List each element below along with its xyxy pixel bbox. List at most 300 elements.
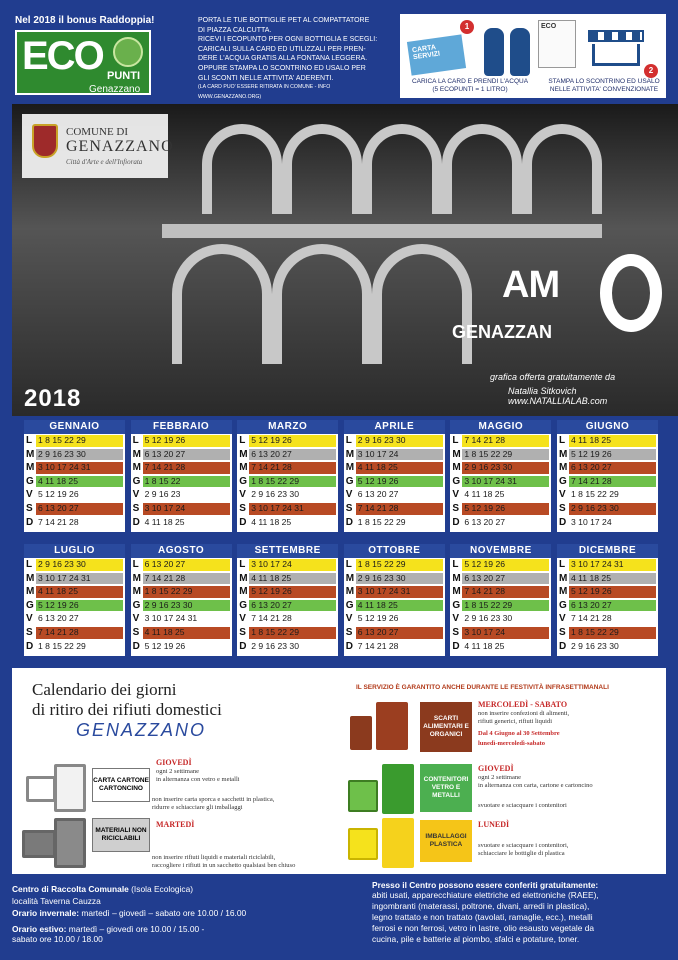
weekday-row bbox=[131, 626, 232, 640]
weekday-row bbox=[450, 434, 551, 448]
collection-note: svuotare e sciacquare i contenitori, bbox=[478, 842, 569, 849]
weekday-row bbox=[557, 640, 658, 654]
weekday-letter: M bbox=[559, 448, 568, 460]
weekday-letter: V bbox=[239, 489, 246, 501]
collection-day: LUNEDÌ bbox=[478, 820, 510, 829]
weekday-letter: M bbox=[452, 586, 461, 598]
month-febbraio bbox=[131, 420, 232, 532]
weekday-row bbox=[131, 558, 232, 572]
collection-note: non inserire rifiuti liquidi e materiali riciclabili, bbox=[152, 854, 276, 861]
weekday-letter: M bbox=[26, 572, 35, 584]
weekday-row bbox=[344, 572, 445, 586]
weekday-letter: M bbox=[345, 448, 355, 460]
weekday-letter: M bbox=[452, 448, 461, 460]
caption-line: STAMPA LO SCONTRINO ED USALO bbox=[548, 78, 660, 85]
weekday-letter: M bbox=[345, 572, 355, 584]
month-name: GENNAIO bbox=[24, 420, 125, 434]
eco-word: ECO bbox=[22, 34, 103, 78]
eco-instructions-panel bbox=[400, 14, 666, 98]
collection-frequency: ogni 2 settimane bbox=[478, 774, 521, 781]
weekday-letter: V bbox=[345, 613, 353, 625]
weekday-letter: L bbox=[452, 435, 459, 446]
paper-bin-icon bbox=[26, 776, 56, 802]
shop-awning bbox=[588, 30, 644, 42]
weekday-row bbox=[24, 612, 125, 626]
day-numbers: 4 11 18 25 bbox=[569, 435, 656, 447]
weekday-row bbox=[557, 488, 658, 502]
day-numbers: 7 14 21 28 bbox=[462, 586, 549, 598]
day-numbers: 2 9 16 23 30 bbox=[569, 503, 656, 515]
eco-punti-banner bbox=[0, 0, 678, 104]
free-items-line: legno trattato e non trattato (tavolati, ramaglie, ecc.), metalli bbox=[372, 912, 593, 922]
month-name: DICEMBRE bbox=[557, 544, 658, 558]
weekday-row bbox=[24, 502, 125, 516]
day-numbers: 2 9 16 23 30 bbox=[143, 600, 230, 612]
waste-label: MATERIALI NON RICICLABILI bbox=[92, 818, 150, 852]
day-numbers: 3 10 17 24 bbox=[249, 559, 336, 571]
weekday-letter: D bbox=[132, 516, 140, 528]
day-numbers: 2 9 16 23 30 bbox=[36, 449, 123, 461]
day-numbers: 4 11 18 25 bbox=[249, 573, 336, 585]
free-items-line: cucina, pile e batterie al piombo, sfalci e potature, toner. bbox=[372, 934, 580, 944]
residual-bin-icon bbox=[54, 818, 86, 868]
weekday-letter: M bbox=[345, 586, 355, 598]
weekday-row bbox=[450, 461, 551, 475]
collection-info-panel bbox=[12, 668, 666, 874]
collection-calendar bbox=[24, 420, 658, 662]
month-aprile bbox=[344, 420, 445, 532]
month-ottobre bbox=[344, 544, 445, 656]
day-numbers: 4 11 18 25 bbox=[569, 573, 656, 585]
day-numbers: 6 13 20 27 bbox=[249, 449, 336, 461]
weekday-letter: D bbox=[452, 640, 460, 652]
weekday-letter: S bbox=[345, 502, 353, 514]
weekday-row bbox=[237, 585, 338, 599]
collection-frequency: in alternanza con carta, cartone e cartoncino bbox=[478, 782, 593, 789]
weekday-letter: G bbox=[26, 599, 34, 611]
weekday-row bbox=[557, 502, 658, 516]
weekday-row bbox=[450, 448, 551, 462]
weekday-letter: M bbox=[132, 462, 141, 474]
day-numbers: 6 13 20 27 bbox=[38, 613, 79, 624]
free-items-line: abiti usati, apparecchiature elettriche ed elettroniche (RAEE), bbox=[372, 890, 599, 900]
weekday-row bbox=[450, 516, 551, 530]
weekday-letter: L bbox=[26, 435, 33, 446]
weekday-letter: S bbox=[239, 502, 246, 514]
weekday-letter: D bbox=[559, 516, 567, 528]
weekday-row bbox=[557, 475, 658, 489]
collection-day: GIOVEDÌ bbox=[156, 758, 192, 767]
day-numbers: 7 14 21 28 bbox=[249, 462, 336, 474]
banner-line: DERE L'ACQUA GRATIS ALLA FONTANA LEGGERA. bbox=[198, 55, 368, 63]
day-numbers: 3 10 17 24 31 bbox=[36, 462, 123, 474]
weekday-row bbox=[131, 612, 232, 626]
day-numbers: 1 8 15 22 29 bbox=[462, 449, 549, 461]
comune-motto: Città d'Arte e dell'Infiorata bbox=[66, 158, 143, 166]
weekday-row bbox=[237, 475, 338, 489]
amo-wordmark: AM bbox=[502, 264, 560, 306]
genazzan-wordmark: GENAZZAN bbox=[452, 322, 552, 342]
day-numbers: 3 10 17 24 31 bbox=[356, 586, 443, 598]
weekday-letter: L bbox=[345, 435, 352, 446]
balcony-rail bbox=[162, 224, 602, 238]
day-numbers: 3 10 17 24 bbox=[462, 627, 549, 639]
day-numbers: 5 12 19 26 bbox=[462, 503, 549, 515]
collection-summer: Dal 4 Giugno al 30 Settembre bbox=[478, 730, 560, 737]
collection-note: rifiuti generici, rifiuti liquidi bbox=[478, 718, 553, 725]
caption-card bbox=[402, 78, 538, 94]
weekday-row bbox=[24, 585, 125, 599]
weekday-letter: M bbox=[559, 462, 568, 474]
pinecone-icon bbox=[113, 37, 143, 67]
weekday-row bbox=[24, 434, 125, 448]
weekday-row bbox=[450, 626, 551, 640]
waste-label: CONTENITORI VETRO E METALLI bbox=[420, 764, 472, 812]
amo-o-shape bbox=[600, 254, 662, 332]
recycling-center bbox=[12, 884, 193, 894]
day-numbers: 3 10 17 24 bbox=[571, 516, 612, 527]
banner-line: (LA CARD PUO' ESSERE RITIRATA IN COMUNE - INFO WWW.GENAZZANO.ORG) bbox=[198, 84, 331, 100]
weekday-letter: M bbox=[239, 586, 248, 598]
day-numbers: 1 8 15 22 29 bbox=[462, 600, 549, 612]
day-numbers: 4 11 18 25 bbox=[36, 476, 123, 488]
weekday-row bbox=[24, 640, 125, 654]
weekday-letter: S bbox=[452, 626, 460, 638]
day-numbers: 2 9 16 23 30 bbox=[356, 435, 443, 447]
weekday-row bbox=[344, 434, 445, 448]
day-numbers: 2 9 16 23 30 bbox=[571, 640, 619, 651]
weekday-letter: L bbox=[26, 559, 33, 570]
banner-line: DI PIAZZA CALCUTTA. bbox=[198, 26, 272, 34]
weekday-row bbox=[237, 626, 338, 640]
weekday-letter: V bbox=[559, 613, 566, 625]
day-numbers: 4 11 18 25 bbox=[144, 516, 185, 527]
day-numbers: 1 8 15 22 29 bbox=[569, 627, 656, 639]
service-note: IL SERVIZIO È GARANTITO ANCHE DURANTE LE FESTIVITÀ INFRASETTIMANALI bbox=[356, 684, 609, 691]
weekday-row bbox=[344, 502, 445, 516]
weekday-row bbox=[450, 640, 551, 654]
weekday-letter: M bbox=[239, 572, 248, 584]
weekday-row bbox=[450, 502, 551, 516]
collection-note: non inserire confezioni di alimenti, bbox=[478, 710, 570, 717]
footer-info bbox=[0, 876, 678, 960]
day-numbers: 7 14 21 28 bbox=[569, 476, 656, 488]
month-name: GIUGNO bbox=[557, 420, 658, 434]
weekday-row bbox=[557, 612, 658, 626]
weekday-letter: S bbox=[132, 502, 140, 514]
day-numbers: 6 13 20 27 bbox=[464, 516, 506, 527]
month-name: MAGGIO bbox=[450, 420, 551, 434]
weekday-letter: M bbox=[452, 572, 461, 584]
weekday-letter: L bbox=[559, 435, 566, 446]
organic-bin-icon bbox=[376, 702, 408, 750]
day-numbers: 5 12 19 26 bbox=[462, 559, 549, 571]
weekday-row bbox=[557, 461, 658, 475]
weekday-row bbox=[237, 488, 338, 502]
weekday-letter: G bbox=[559, 475, 567, 487]
day-numbers: 7 14 21 28 bbox=[36, 627, 123, 639]
weekday-letter: V bbox=[345, 489, 353, 501]
weekday-row bbox=[344, 612, 445, 626]
caption-receipt bbox=[544, 78, 664, 94]
weekday-letter: V bbox=[559, 489, 566, 501]
weekday-row bbox=[557, 626, 658, 640]
weekday-row bbox=[24, 516, 125, 530]
day-numbers: 4 11 18 25 bbox=[464, 640, 505, 651]
receipt-icon: ECO bbox=[538, 20, 576, 68]
card-and-bottles bbox=[404, 20, 539, 78]
day-numbers: 4 11 18 25 bbox=[36, 586, 123, 598]
step-badge: 1 bbox=[460, 20, 474, 34]
weekday-row bbox=[344, 558, 445, 572]
month-name: LUGLIO bbox=[24, 544, 125, 558]
weekday-letter: M bbox=[559, 572, 568, 584]
weekday-row bbox=[24, 448, 125, 462]
weekday-letter: S bbox=[452, 502, 460, 514]
weekday-letter: L bbox=[345, 559, 352, 570]
day-numbers: 7 14 21 28 bbox=[143, 573, 230, 585]
weekday-row bbox=[131, 516, 232, 530]
weekday-letter: V bbox=[132, 489, 140, 501]
weekday-letter: M bbox=[559, 586, 568, 598]
collection-note: raccogliere i rifiuti in un sacchetto qualsiasi ben chiuso bbox=[152, 862, 296, 869]
month-luglio bbox=[24, 544, 125, 656]
center-sub: (Isola Ecologica) bbox=[128, 884, 194, 894]
eco-punti-word: PUNTI bbox=[107, 70, 140, 82]
day-numbers: 1 8 15 22 29 bbox=[356, 559, 443, 571]
weekday-letter: L bbox=[132, 435, 139, 446]
day-numbers: 7 14 21 28 bbox=[462, 435, 549, 447]
month-name: NOVEMBRE bbox=[450, 544, 551, 558]
day-numbers: 7 14 21 28 bbox=[143, 462, 230, 474]
month-giugno bbox=[557, 420, 658, 532]
banner-line: RICEVI I ECOPUNTO PER OGNI BOTTIGLIA E SCEGLI: bbox=[198, 36, 378, 44]
weekday-row bbox=[557, 572, 658, 586]
weekday-row bbox=[344, 516, 445, 530]
weekday-letter: G bbox=[132, 475, 141, 487]
weekday-letter: D bbox=[345, 516, 354, 528]
weekday-letter: D bbox=[239, 516, 247, 528]
weekday-letter: D bbox=[345, 640, 354, 652]
day-numbers: 4 11 18 25 bbox=[356, 600, 443, 612]
day-numbers: 7 14 21 28 bbox=[356, 503, 443, 515]
weekday-letter: G bbox=[239, 599, 247, 611]
summer-hours bbox=[12, 924, 204, 934]
credit-url: www.NATALLIALAB.com bbox=[508, 396, 608, 406]
weekday-row bbox=[450, 558, 551, 572]
plastic-bin-icon bbox=[382, 818, 414, 868]
weekday-letter: M bbox=[132, 572, 141, 584]
weekday-letter: V bbox=[452, 489, 460, 501]
center-location: località Taverna Cauzza bbox=[12, 896, 101, 906]
winter-label: Orario invernale: bbox=[12, 908, 80, 918]
day-numbers: 5 12 19 26 bbox=[144, 640, 186, 651]
organic-bin-icon bbox=[350, 716, 372, 750]
weekday-row bbox=[450, 475, 551, 489]
arch-shape bbox=[172, 244, 272, 364]
weekday-row bbox=[131, 599, 232, 613]
weekday-row bbox=[131, 640, 232, 654]
bonus-headline: Nel 2018 il bonus Raddoppia! bbox=[15, 15, 155, 26]
day-numbers: 5 12 19 26 bbox=[249, 586, 336, 598]
weekday-row bbox=[557, 448, 658, 462]
weekday-letter: S bbox=[559, 502, 566, 514]
glass-bin-icon bbox=[348, 780, 378, 812]
weekday-row bbox=[344, 461, 445, 475]
day-numbers: 3 10 17 24 31 bbox=[36, 573, 123, 585]
weekday-letter: V bbox=[26, 489, 33, 501]
weekday-row bbox=[131, 572, 232, 586]
weekday-row bbox=[344, 475, 445, 489]
day-numbers: 2 9 16 23 30 bbox=[251, 640, 299, 651]
day-numbers: 1 8 15 22 29 bbox=[571, 489, 619, 500]
weekday-row bbox=[344, 640, 445, 654]
day-numbers: 1 8 15 22 bbox=[143, 476, 230, 488]
plastic-bin-icon bbox=[348, 828, 378, 860]
weekday-row bbox=[131, 502, 232, 516]
weekday-letter: M bbox=[26, 586, 35, 598]
day-numbers: 3 10 17 24 31 bbox=[462, 476, 549, 488]
winter-hours bbox=[12, 908, 246, 918]
month-novembre bbox=[450, 544, 551, 656]
glass-bin-icon bbox=[382, 764, 414, 814]
day-numbers: 5 12 19 26 bbox=[357, 613, 399, 624]
collection-note: schiacciare le bottiglie di plastica bbox=[478, 850, 565, 857]
banner-instructions bbox=[198, 16, 394, 102]
weekday-letter: V bbox=[239, 613, 246, 625]
weekday-row bbox=[131, 475, 232, 489]
info-title: Calendario dei giorni bbox=[32, 680, 177, 699]
weekday-row bbox=[237, 599, 338, 613]
residual-bin-icon bbox=[22, 830, 56, 858]
month-name: FEBBRAIO bbox=[131, 420, 232, 434]
day-numbers: 2 9 16 23 30 bbox=[251, 489, 299, 500]
weekday-row bbox=[237, 516, 338, 530]
day-numbers: 1 8 15 22 29 bbox=[36, 435, 123, 447]
weekday-letter: D bbox=[239, 640, 247, 652]
weekday-letter: D bbox=[26, 640, 34, 652]
credit-name: Natallia Sitkovich bbox=[508, 386, 577, 396]
weekday-row bbox=[237, 558, 338, 572]
collection-frequency: ogni 2 settimane bbox=[156, 768, 199, 775]
caption-line: CARICA LA CARD E PRENDI L'ACQUA bbox=[411, 78, 529, 85]
weekday-row bbox=[131, 585, 232, 599]
weekday-row bbox=[450, 488, 551, 502]
caption-line: (5 ECOPUNTI = 1 LITRO) bbox=[432, 86, 508, 93]
comune-logo bbox=[22, 114, 174, 178]
weekday-row bbox=[344, 448, 445, 462]
calendar-year: 2018 bbox=[24, 385, 82, 412]
weekday-row bbox=[450, 572, 551, 586]
day-numbers: 1 8 15 22 29 bbox=[38, 640, 86, 651]
day-numbers: 6 13 20 27 bbox=[249, 600, 336, 612]
arch-shape bbox=[522, 124, 602, 214]
eco-punti-logo bbox=[15, 30, 151, 95]
arch-shape bbox=[202, 124, 282, 214]
weekday-letter: G bbox=[239, 475, 247, 487]
weekday-letter: V bbox=[452, 613, 460, 625]
day-numbers: 6 13 20 27 bbox=[143, 449, 230, 461]
day-numbers: 7 14 21 28 bbox=[38, 516, 79, 527]
day-numbers: 1 8 15 22 29 bbox=[249, 627, 336, 639]
day-numbers: 3 10 17 24 bbox=[356, 449, 443, 461]
arch-shape bbox=[442, 124, 522, 214]
day-numbers: 4 11 18 25 bbox=[143, 627, 230, 639]
banner-line: GLI SCONTI NELLE ATTIVITA' ADERENTI. bbox=[198, 74, 334, 82]
weekday-letter: G bbox=[132, 599, 141, 611]
arch-shape bbox=[282, 124, 362, 214]
weekday-letter: S bbox=[132, 626, 140, 638]
weekday-row bbox=[131, 461, 232, 475]
coat-of-arms-icon bbox=[32, 124, 58, 158]
center-name: Centro di Raccolta Comunale bbox=[12, 884, 129, 894]
day-numbers: 6 13 20 27 bbox=[569, 600, 656, 612]
shop-icon bbox=[588, 30, 644, 66]
day-numbers: 1 8 15 22 29 bbox=[357, 516, 406, 527]
weekday-row bbox=[24, 572, 125, 586]
weekday-row bbox=[450, 585, 551, 599]
weekday-letter: M bbox=[239, 462, 248, 474]
arch-shape bbox=[362, 124, 442, 214]
weekday-row bbox=[344, 626, 445, 640]
weekday-row bbox=[450, 612, 551, 626]
day-numbers: 5 12 19 26 bbox=[569, 586, 656, 598]
weekday-row bbox=[24, 461, 125, 475]
month-agosto bbox=[131, 544, 232, 656]
free-items-title: Presso il Centro possono essere conferiti gratuitamente: bbox=[372, 880, 599, 890]
comune-label: COMUNE DI bbox=[66, 126, 129, 138]
weekday-row bbox=[24, 626, 125, 640]
day-numbers: 2 9 16 23 30 bbox=[464, 613, 513, 624]
weekday-letter: M bbox=[26, 462, 35, 474]
collection-day: GIOVEDÌ bbox=[478, 764, 514, 773]
day-numbers: 6 13 20 27 bbox=[357, 489, 399, 500]
weekday-row bbox=[237, 612, 338, 626]
weekday-letter: L bbox=[559, 559, 566, 570]
service-card-icon: CARTA SERVIZI bbox=[407, 34, 466, 75]
weekday-letter: M bbox=[345, 462, 355, 474]
month-settembre bbox=[237, 544, 338, 656]
weekday-letter: V bbox=[132, 613, 140, 625]
info-town: GENAZZANO bbox=[76, 720, 207, 740]
weekday-letter: D bbox=[26, 516, 34, 528]
weekday-letter: G bbox=[452, 475, 461, 487]
winter-times: martedì – giovedì – sabato ore 10.00 / 16.00 bbox=[79, 908, 247, 918]
day-numbers: 1 8 15 22 29 bbox=[143, 586, 230, 598]
weekday-letter: S bbox=[345, 626, 353, 638]
summer-saturday: sabato ore 10.00 / 18.00 bbox=[12, 934, 103, 944]
day-numbers: 7 14 21 28 bbox=[571, 613, 612, 624]
weekday-row bbox=[24, 488, 125, 502]
weekday-row bbox=[557, 434, 658, 448]
weekday-letter: M bbox=[132, 448, 141, 460]
collection-day: MERCOLEDÌ - SABATO bbox=[478, 700, 568, 709]
weekday-row bbox=[24, 599, 125, 613]
month-name: APRILE bbox=[344, 420, 445, 434]
day-numbers: 7 14 21 28 bbox=[251, 613, 292, 624]
info-title: di ritiro dei rifiuti domestici bbox=[32, 700, 222, 719]
waste-label: IMBALLAGGI PLASTICA bbox=[420, 820, 472, 862]
weekday-row bbox=[344, 599, 445, 613]
weekday-letter: D bbox=[132, 640, 140, 652]
summer-times: martedì – giovedì ore 10.00 / 15.00 - bbox=[66, 924, 205, 934]
day-numbers: 2 9 16 23 30 bbox=[36, 559, 123, 571]
weekday-row bbox=[557, 585, 658, 599]
weekday-letter: S bbox=[239, 626, 246, 638]
day-numbers: 2 9 16 23 30 bbox=[356, 573, 443, 585]
weekday-row bbox=[344, 488, 445, 502]
weekday-letter: D bbox=[559, 640, 567, 652]
